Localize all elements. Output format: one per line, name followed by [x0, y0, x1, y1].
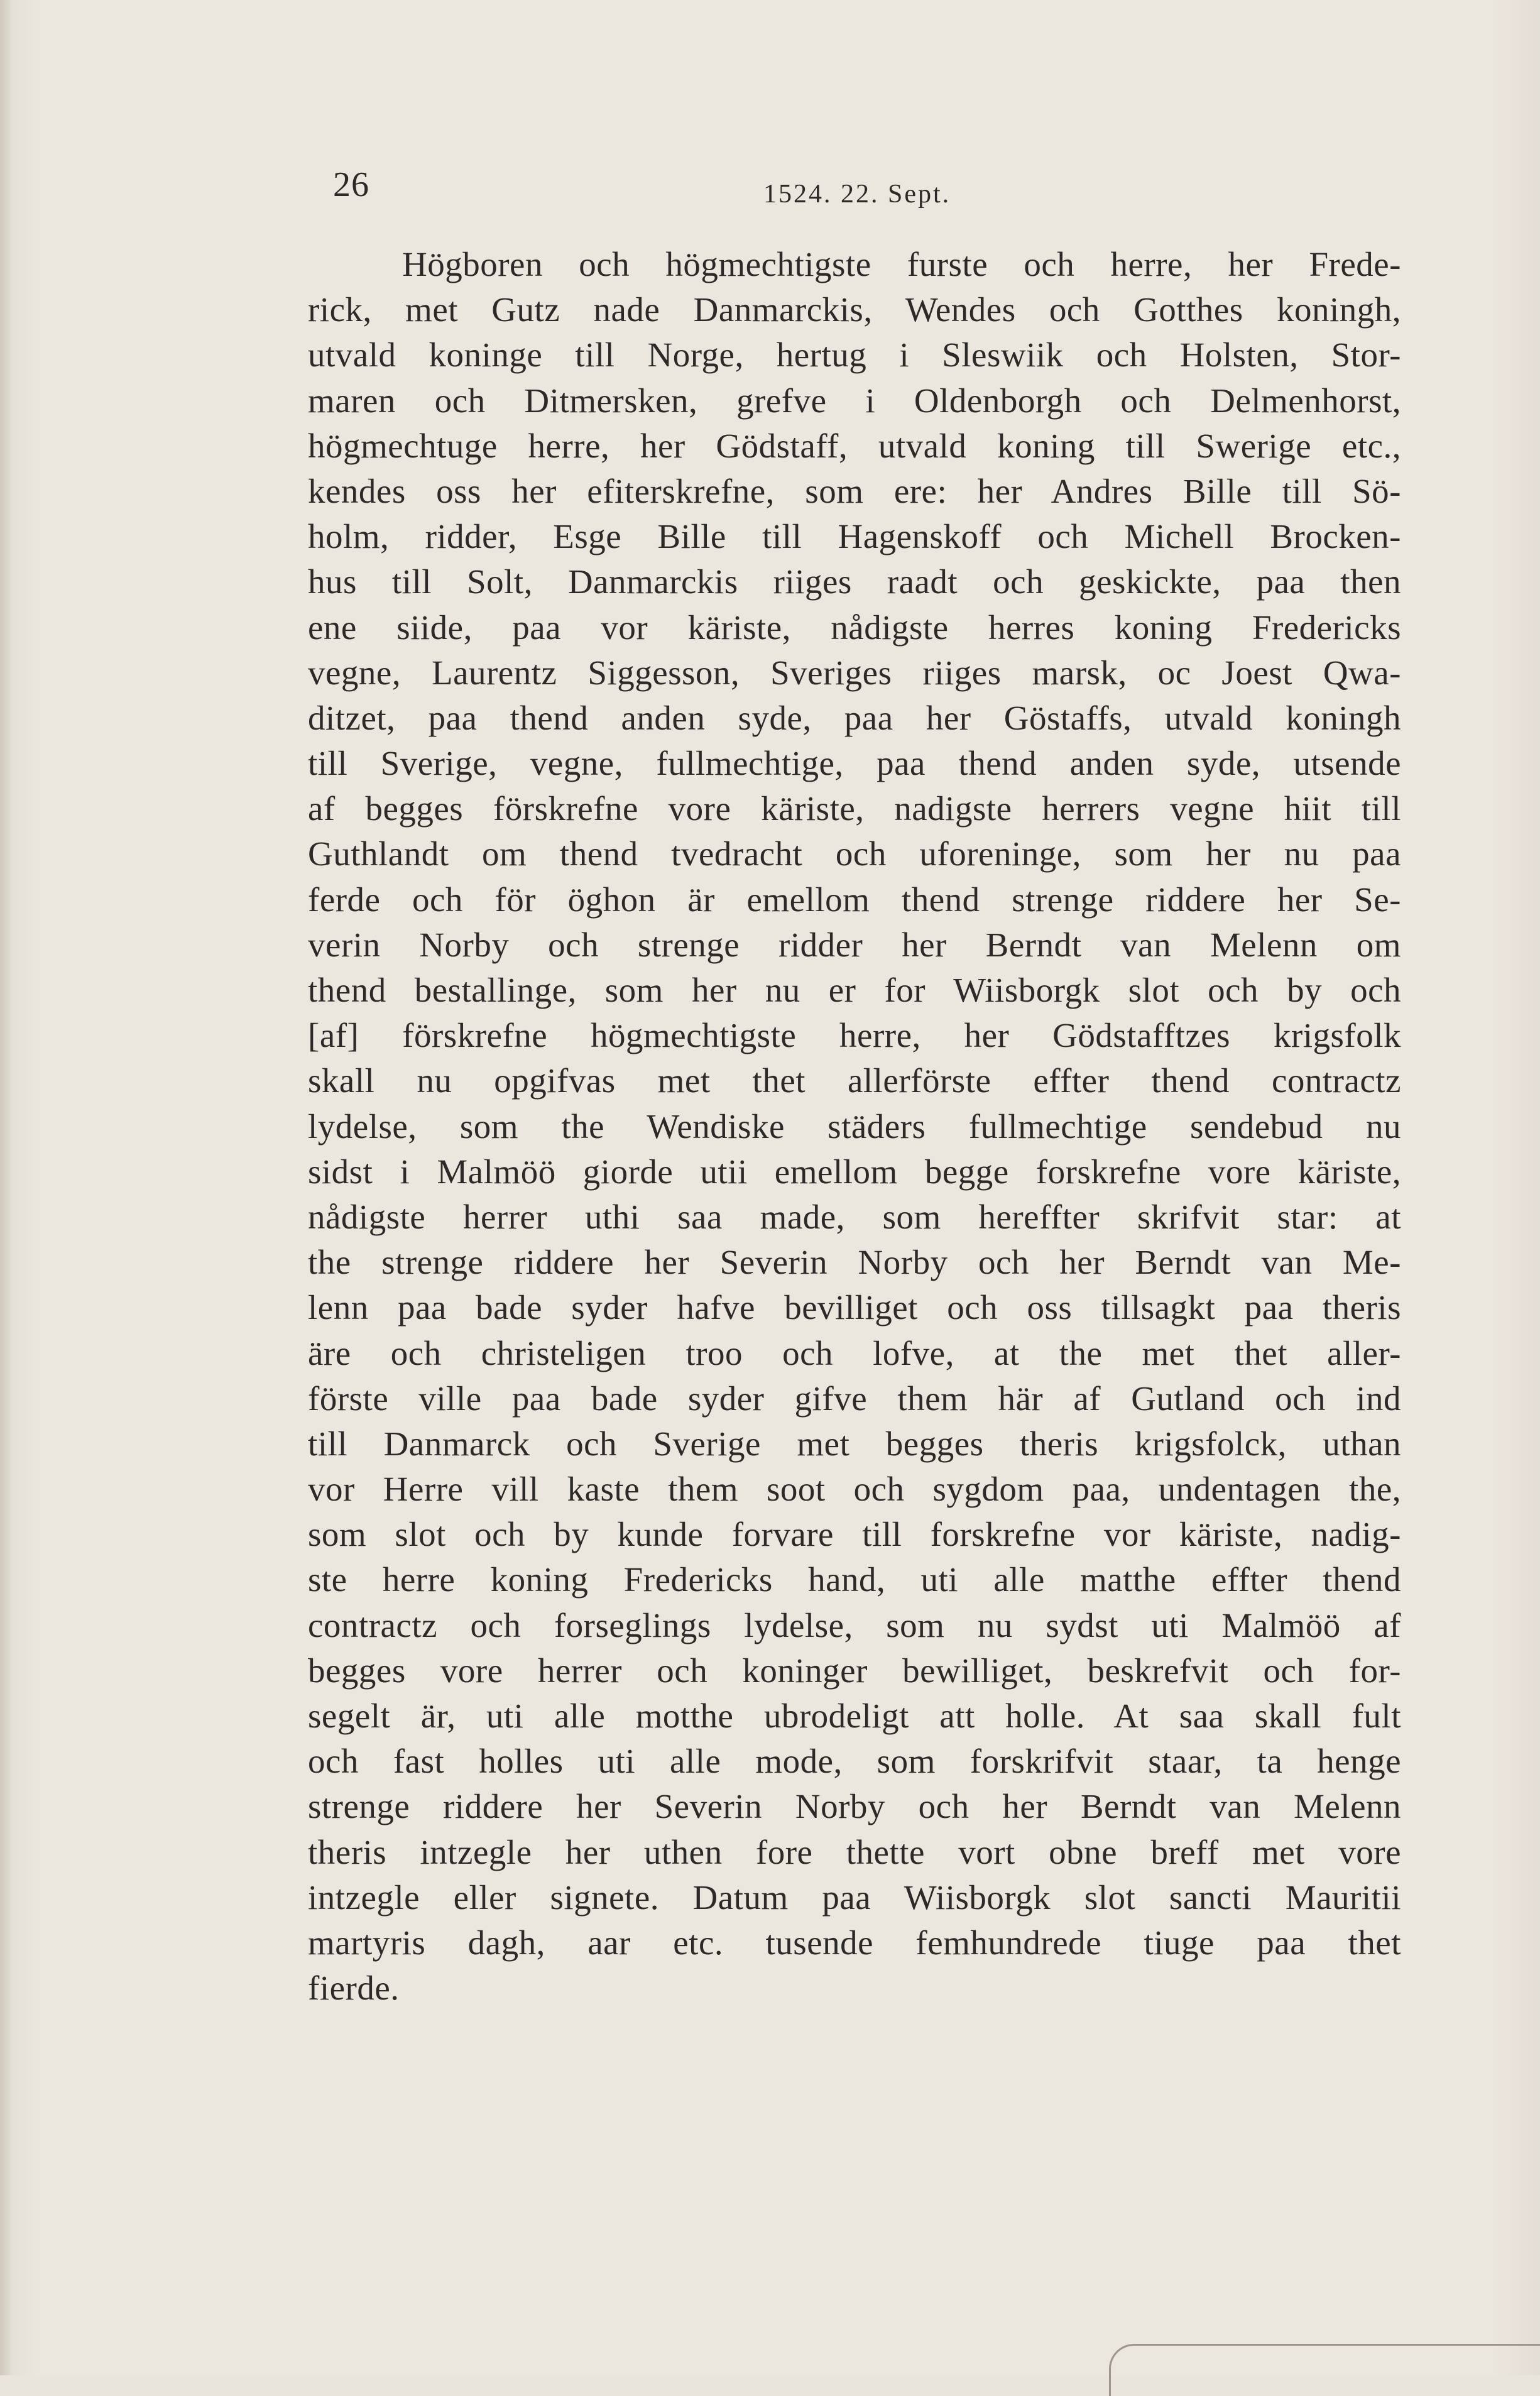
text-line: och fast holles uti alle mode, som forskrifvit staar, ta henge [308, 1742, 1401, 1781]
text-line: förste ville paa bade syder gifve them här af Gutland och ind [308, 1379, 1401, 1418]
text-line: ste herre koning Fredericks hand, uti alle matthe effter thend [308, 1560, 1401, 1599]
text-line: lydelse, som the Wendiske städers fullmechtige sendebud nu [308, 1107, 1401, 1146]
text-line: rick, met Gutz nade Danmarckis, Wendes och Gotthes koningh, [308, 290, 1401, 329]
text-line: äre och christeligen troo och lofve, at the met thet aller- [308, 1333, 1401, 1372]
text-line: Guthlandt om thend tvedracht och uforeninge, som her nu paa [308, 834, 1401, 873]
text-line: vor Herre vill kaste them soot och sygdom paa, undentagen the, [308, 1470, 1401, 1509]
text-line: the strenge riddere her Severin Norby och her Berndt van Me- [308, 1243, 1401, 1282]
text-line: till Sverige, vegne, fullmechtige, paa thend anden syde, utsende [308, 744, 1401, 783]
text-line: begges vore herrer och koninger bewilliget, beskrefvit och for- [308, 1651, 1401, 1690]
text-line: utvald koninge till Norge, hertug i Sleswiik och Holsten, Stor- [308, 336, 1401, 375]
text-line: martyris dagh, aar etc. tusende femhundrede tiuge paa thet [308, 1923, 1401, 1962]
text-line: nådigste herrer uthi saa made, som hereffter skrifvit star: at [308, 1197, 1401, 1236]
text-line: strenge riddere her Severin Norby och her Berndt van Melenn [308, 1787, 1401, 1826]
text-line: [af] förskrefne högmechtigste herre, her Gödstafftzes krigsfolk [308, 1016, 1401, 1055]
text-line: maren och Ditmersken, grefve i Oldenborgh och Delmenhorst, [308, 381, 1401, 420]
text-line: contractz och forseglings lydelse, som nu sydst uti Malmöö af [308, 1606, 1401, 1644]
text-line: ene siide, paa vor käriste, nådigste herres koning Fredericks [308, 608, 1401, 647]
text-line: till Danmarck och Sverige met begges theris krigsfolck, uthan [308, 1424, 1401, 1463]
text-line: theris intzegle her uthen fore thette vort obne breff met vore [308, 1832, 1401, 1871]
text-line: fierde. [308, 1969, 400, 2008]
text-line: skall nu opgifvas met thet allerförste effter thend contractz [308, 1061, 1401, 1100]
text-line: thend bestallinge, som her nu er for Wiisborgk slot och by och [308, 971, 1401, 1009]
text-line: holm, ridder, Esge Bille till Hagenskoff och Michell Brocken- [308, 517, 1401, 556]
body-text [308, 242, 1401, 2011]
running-head-date: 1524. 22. Sept. [763, 180, 951, 209]
text-line: ditzet, paa thend anden syde, paa her Göstaffs, utvald koningh [308, 698, 1401, 737]
text-line: verin Norby och strenge ridder her Berndt van Melenn om [308, 925, 1401, 964]
text-line: af begges förskrefne vore käriste, nadigste herrers vegne hiit till [308, 789, 1401, 828]
text-line: sidst i Malmöö giorde utii emellom begge forskrefne vore käriste, [308, 1152, 1401, 1191]
page-corner-mark [1109, 2344, 1540, 2396]
text-line: högmechtuge herre, her Gödstaff, utvald koning till Swerige etc., [308, 426, 1401, 465]
text-line: hus till Solt, Danmarckis riiges raadt och geskickte, paa then [308, 562, 1401, 601]
text-line: som slot och by kunde forvare till forskrefne vor käriste, nadig- [308, 1515, 1401, 1554]
text-line: vegne, Laurentz Siggesson, Sveriges riiges marsk, oc Joest Qwa- [308, 653, 1401, 692]
text-line: lenn paa bade syder hafve bevilliget och oss tillsagkt paa theris [308, 1288, 1401, 1327]
binding-edge [0, 0, 11, 2375]
page-number: 26 [333, 165, 369, 204]
text-line: ferde och för öghon är emellom thend strenge riddere her Se- [308, 880, 1401, 919]
text-line: Högboren och högmechtigste furste och herre, her Frede- [402, 245, 1401, 283]
text-line: kendes oss her efiterskrefne, som ere: her Andres Bille till Sö- [308, 471, 1401, 510]
text-line: intzegle eller signete. Datum paa Wiisborgk slot sancti Mauritii [308, 1878, 1401, 1917]
text-line: segelt är, uti alle motthe ubrodeligt att holle. At saa skall fult [308, 1697, 1401, 1735]
